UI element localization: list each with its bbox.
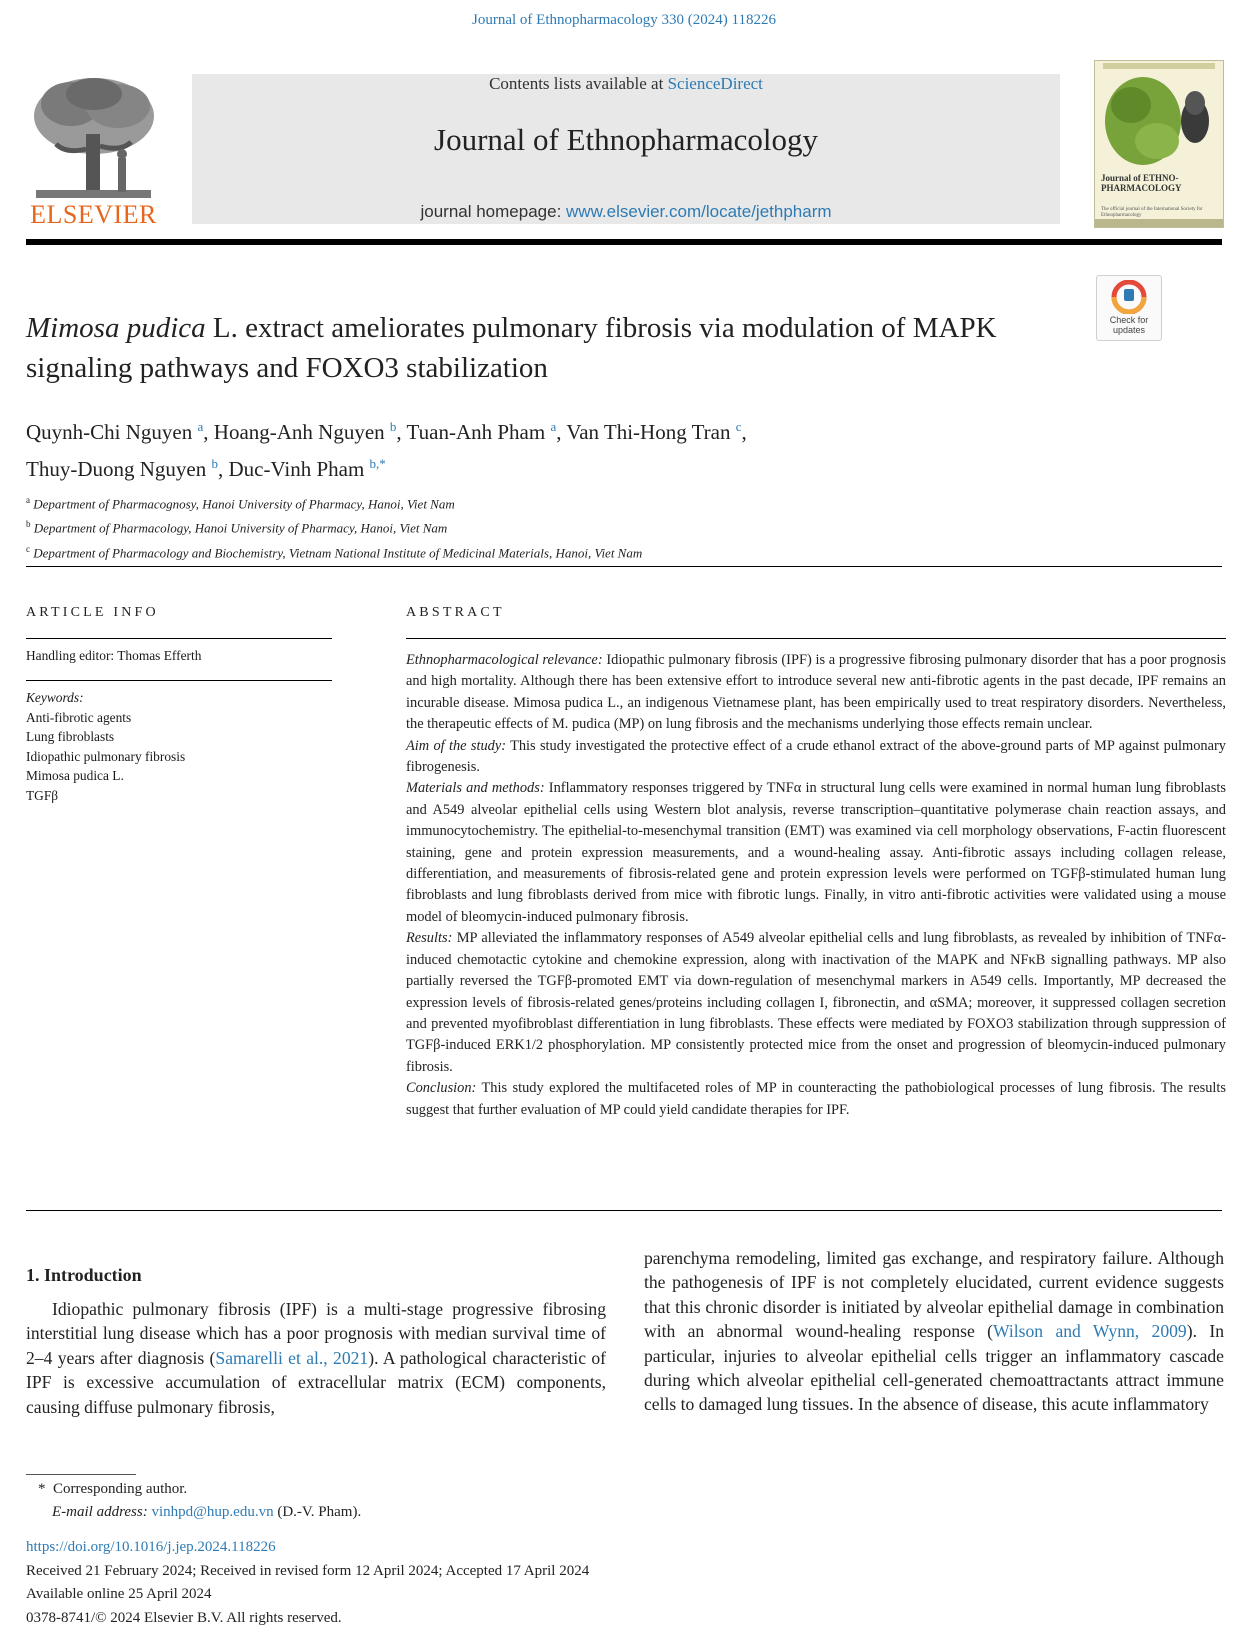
journal-title: Journal of Ethnopharmacology xyxy=(434,122,818,157)
abstract-divider xyxy=(406,638,1226,639)
article-info-divider xyxy=(26,638,332,639)
affiliation-text: Department of Pharmacology, Hanoi University of Pharmacy, Hanoi, Viet Nam xyxy=(33,520,448,536)
cover-title: Journal of ETHNO- PHARMACOLOGY xyxy=(1101,173,1182,193)
doi-link[interactable]: https://doi.org/10.1016/j.jep.2024.118226 xyxy=(26,1539,276,1555)
keyword-item: Lung fibroblasts xyxy=(26,729,115,744)
homepage-link[interactable]: www.elsevier.com/locate/jethpharm xyxy=(566,202,832,221)
email-suffix: (D.-V. Pham). xyxy=(273,1504,362,1520)
paragraph-text: ). In particular, injuries to alveolar epithelial cells trigger an inflammatory cascade during which alveolar epithelial cell-generated chemoattractants attract immune cells to damaged lung tissues. In the absence of disease, this acute inflammatory xyxy=(644,1321,1224,1415)
introduction-left-column xyxy=(26,1297,606,1419)
abstract-section-label: Materials and methods: xyxy=(406,780,545,797)
abstract-heading: ABSTRACT xyxy=(406,605,505,620)
cover-subtitle: The official journal of the International Society for Ethnopharmacology xyxy=(1101,207,1203,218)
keywords-label: Keywords: xyxy=(26,690,84,705)
author-affiliation-mark[interactable]: a xyxy=(197,419,204,434)
abstract-section-text: MP alleviated the inflammatory responses of A549 alveolar epithelial cells and lung fibroblasts, as revealed by inhibition of TNFα-induced chemotactic cytokine and chemokine expression, along with inactivation of the MAPK and NFκB signalling pathways. MP also partially reversed the TGFβ-promoted EMT via down-regulation of mesenchymal markers in A549 cells. Importantly, MP decreased the expression levels of fibrosis-related genes/proteins including collagen I, fibronectin, and αSMA; moreover, it suppressed collagen secretion and prevented myofibroblast differentiation in lung fibroblasts. These effects were mediated by FOXO3 stabilization through suppression of TGFβ-induced ERK1/2 phosphorylation. MP consistently protected mice from the onset and progression of bleomycin-induced pulmonary fibrosis. xyxy=(406,930,1226,1075)
available-online: Available online 25 April 2024 xyxy=(26,1586,212,1602)
elsevier-wordmark: ELSEVIER xyxy=(30,200,157,229)
abstract-section-label: Ethnopharmacological relevance: xyxy=(406,652,603,668)
author-name[interactable]: Duc-Vinh Pham xyxy=(228,457,365,481)
affiliation-divider xyxy=(26,566,1222,567)
email-line xyxy=(26,1501,826,1524)
journal-citation[interactable]: Journal of Ethnopharmacology 330 (2024) 118226 xyxy=(472,12,776,28)
introduction-right-column xyxy=(644,1246,1224,1417)
affiliation-mark: b xyxy=(26,519,31,530)
corresponding-line xyxy=(26,1478,826,1501)
author-name[interactable]: Tuan-Anh Pham xyxy=(406,420,546,444)
introduction-paragraph xyxy=(26,1297,606,1419)
check-updates-icon xyxy=(1111,280,1147,314)
affiliation-item xyxy=(26,490,1126,514)
corresponding-label: Corresponding author. xyxy=(53,1481,188,1497)
keyword-item: TGFβ xyxy=(26,787,59,803)
abstract-section-text: Inflammatory responses triggered by TNFα in structural lung cells were examined in normal human lung fibroblasts and A549 alveolar epithelial cells using Western blot analysis, reverse transcription–quantitative polymerase chain reaction assays, and immunocytochemistry. The epithelial-to-mesenchymal transition (EMT) was examined via cell morphology observations, F-actin fluorescent staining, gene and protein expression measurements, and a wound-healing assay. Anti-fibrotic assays including collagen release, differentiation, and measurements of fibrosis-related gene and protein expression levels were performed on TGFβ-stimulated human lung fibroblasts and lung fibroblasts derived from mice with fibrotic lungs. Finally, in vitro anti-fibrotic activities were validated using a mouse model of bleomycin-induced pulmonary fibrosis. xyxy=(406,780,1226,925)
author-affiliation-mark[interactable]: b xyxy=(389,419,397,434)
abstract-section-label: Aim of the study: xyxy=(406,737,507,754)
email-label: E-mail address: xyxy=(52,1504,148,1520)
affiliation-mark: a xyxy=(26,495,30,505)
keywords-block xyxy=(26,688,332,805)
keywords-divider xyxy=(26,680,332,681)
copyright-line: 0378-8741/© 2024 Elsevier B.V. All rights reserved. xyxy=(26,1609,342,1626)
abstract-section xyxy=(406,928,1226,1078)
handling-editor: Handling editor: Thomas Efferth xyxy=(26,648,202,663)
homepage-prefix: journal homepage: xyxy=(420,202,567,221)
affiliation-mark: c xyxy=(26,543,30,554)
author-affiliation-mark[interactable]: a xyxy=(550,419,557,434)
abstract-section xyxy=(406,778,1226,928)
journal-homepage-line xyxy=(192,202,1060,222)
author-name[interactable]: Thuy-Duong Nguyen xyxy=(26,457,207,481)
abstract-section xyxy=(406,736,1226,779)
abstract-section-label: Conclusion: xyxy=(406,1080,477,1097)
abstract-section-text: Idiopathic pulmonary fibrosis (IPF) is a progressive fibrosing pulmonary disorder that has a poor prognosis and high mortality. Although there has been extensive effort to introduce several new anti-fibrotic agents in the past decade, IPF remains an incurable disease. Mimosa pudica L., an indigenous Vietnamese plant, has been empirically used to treat respiratory disorders. Nevertheless, the therapeutic effects of M. pudica (MP) on lung fibrosis and the mechanisms underlying those effects remain unclear. xyxy=(406,652,1226,733)
email-link[interactable]: vinhpd@hup.edu.vn xyxy=(151,1504,274,1520)
sciencedirect-link[interactable]: ScienceDirect xyxy=(667,74,763,93)
cover-art-icon xyxy=(1095,61,1223,227)
abstract-end-divider xyxy=(26,1210,1222,1211)
journal-cover-thumbnail[interactable] xyxy=(1094,60,1224,228)
article-metadata xyxy=(26,1536,926,1630)
abstract-section-text: This study investigated the protective effect of a crude ethanol extract of the above-ground parts of MP against pulmonary fibrogenesis. xyxy=(406,737,1226,776)
author-affiliation-mark[interactable]: b,* xyxy=(369,456,386,471)
corresponding-footnote xyxy=(26,1478,826,1524)
abstract-section-text: This study explored the multifaceted roles of MP in counteracting the pathobiological processes of lung fibrosis. The results suggest that further evaluation of MP could yield candidate therapies for IPF. xyxy=(406,1080,1226,1118)
abstract-section xyxy=(406,650,1226,736)
affiliation-text: Department of Pharmacognosy, Hanoi University of Pharmacy, Hanoi, Viet Nam xyxy=(33,496,455,512)
citation-link[interactable]: Wilson and Wynn, 2009 xyxy=(992,1321,1187,1342)
author-affiliation-mark[interactable]: c xyxy=(735,419,742,434)
paragraph-text: ). A pathological characteristic of IPF is excessive accumulation of extracellular matrix (ECM) components, causing diffuse pulmonary fibrosis, xyxy=(26,1347,606,1417)
header-divider xyxy=(26,239,1222,245)
keyword-item: Mimosa pudica L. xyxy=(26,768,124,783)
affiliation-item xyxy=(26,539,1126,563)
keyword-item: Idiopathic pulmonary fibrosis xyxy=(26,748,186,764)
article-title xyxy=(26,308,1076,388)
affiliation-text: Department of Pharmacology and Biochemistry, Vietnam National Institute of Medicinal Materials, Hanoi, Viet Nam xyxy=(33,544,643,560)
paragraph-text: Idiopathic pulmonary fibrosis (IPF) is a multi-stage progressive fibrosing interstitial lung disease which has a poor prognosis with median survival time of 2–4 years after diagnosis ( xyxy=(26,1299,606,1368)
author-name[interactable]: Quynh-Chi Nguyen xyxy=(26,420,193,444)
author-name[interactable]: Van Thi-Hong Tran xyxy=(566,420,731,444)
introduction-heading: 1. Introduction xyxy=(26,1265,142,1285)
introduction-paragraph xyxy=(644,1246,1224,1417)
received-dates: Received 21 February 2024; Received in revised form 12 April 2024; Accepted 17 April 2024 xyxy=(26,1562,590,1579)
citation-link[interactable]: Samarelli et al., 2021 xyxy=(215,1347,369,1368)
tree-icon xyxy=(26,74,161,202)
abstract-section-label: Results: xyxy=(406,930,453,947)
author-list: Quynh-Chi Nguyen $^a$, Hoang-Anh Nguyen $^b$, Tuan-Anh Pham $^a$, Van Thi-Hong Tran $^c$, Thuy-Duong Nguyen $^b$, Duc-Vinh Pham $^{b,*}$ xyxy=(26,419,747,481)
title-species-name: Mimosa pudica xyxy=(26,312,206,344)
author-name[interactable]: Hoang-Anh Nguyen xyxy=(213,420,385,444)
affiliation-list xyxy=(26,490,1126,563)
affiliation-item xyxy=(26,514,1126,538)
paragraph-text: parenchyma remodeling, limited gas exchange, and respiratory failure. Although the pathogenesis of IPF is not completely elucidated, current evidence suggests that this chronic disorder is initiated by alveolar epithelial damage in combination with an abnormal wound-healing response ( xyxy=(644,1248,1224,1342)
abstract-section xyxy=(406,1078,1226,1121)
footnote-marker: * xyxy=(38,1481,46,1497)
check-for-updates-label: Check for updates xyxy=(1109,315,1149,335)
author-affiliation-mark[interactable]: b xyxy=(211,456,218,471)
keyword-item: Anti-fibrotic agents xyxy=(26,709,132,725)
contents-prefix: Contents lists available at xyxy=(489,74,668,93)
contents-available-line xyxy=(192,74,1060,94)
footnote-divider xyxy=(26,1474,136,1475)
abstract-body xyxy=(406,650,1226,1121)
check-for-updates-button[interactable] xyxy=(1096,275,1162,341)
article-info-heading: ARTICLE INFO xyxy=(26,605,159,620)
title-remainder: L. extract ameliorates pulmonary fibrosis via modulation of MAPK signaling pathways and FOXO3 stabilization xyxy=(26,312,997,384)
